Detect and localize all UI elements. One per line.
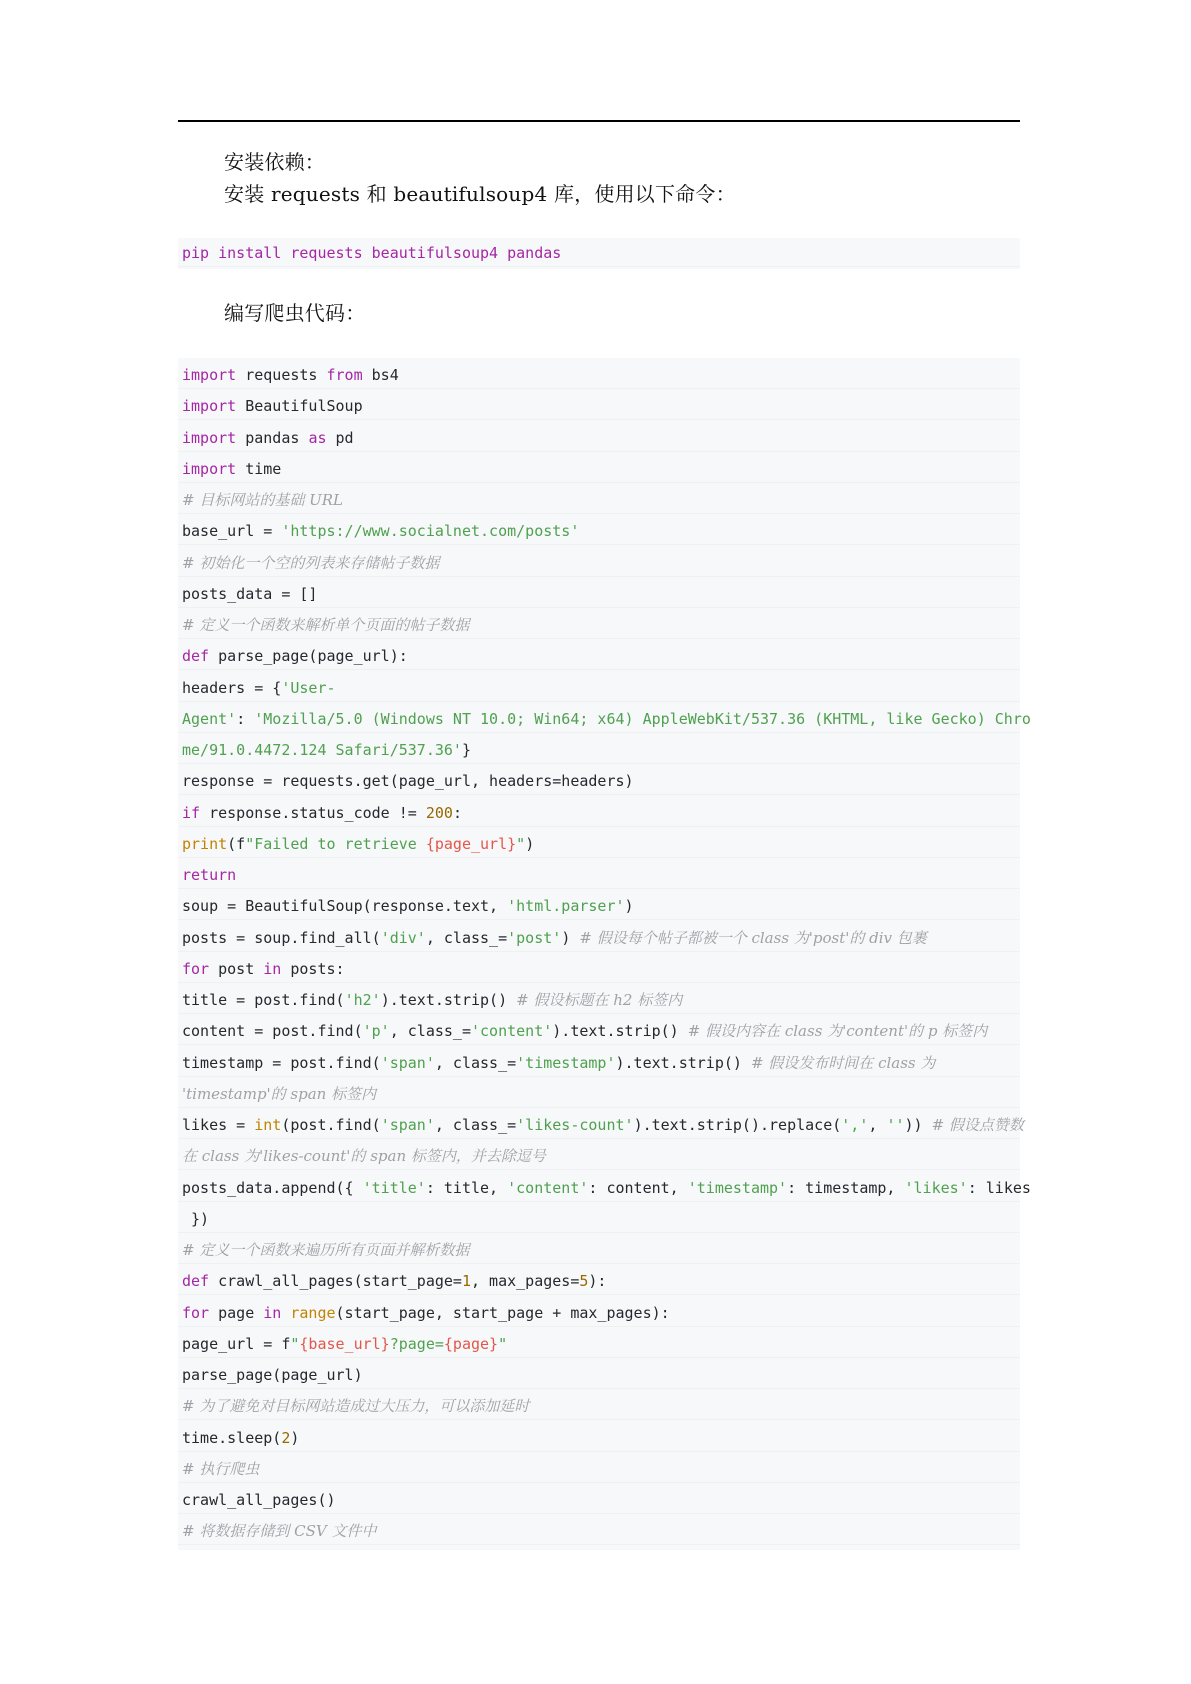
code-line [182,1456,259,1482]
code-token: for [182,1303,210,1322]
code-line [182,1268,606,1294]
code-line [182,1206,209,1232]
code-token: me/91.0.4472.124 Safari/537.36' [182,741,462,759]
code-token: title = post.find( [182,991,345,1009]
code-line [182,706,1031,732]
code-token: 'h2' [344,991,381,1009]
code-token: ) [561,928,580,947]
code-token: print [182,834,228,853]
code-line [182,893,634,919]
code-line [182,675,336,701]
code-token: 'content' [471,1022,553,1041]
code-token: as [308,428,327,447]
code-token: ?page= [389,1334,444,1353]
code-line-band [178,1423,1020,1452]
code-token: 'User- [281,678,336,697]
code-line [182,550,439,576]
code-token: 'https://www.socialnet.com/posts' [281,522,580,541]
code-token: 1 [461,1272,471,1291]
code-token: import [182,428,237,447]
code-line [182,1081,376,1107]
code-line [182,831,534,857]
code-token: pip install requests beautifulsoup4 pandas [182,244,562,262]
code-line [182,240,561,266]
code-line [182,1143,546,1169]
code-token: # 定义一个函数来遍历所有页面并解析数据 [182,1241,470,1259]
code-line-band [178,1454,1020,1483]
code-token: (start_page, start_page + max_pages): [335,1303,670,1322]
code-token: : [236,709,255,728]
code-line [182,1018,987,1044]
code-token: posts_data.append({ [182,1178,363,1197]
code-token: parse_page(page_url) [182,1366,363,1384]
code-line [182,518,579,544]
code-token: in [263,959,282,978]
code-token: # 初始化一个空的列表来存储帖子数据 [182,553,440,572]
code-line [182,987,682,1013]
code-token: def [182,647,210,666]
code-token: in [263,1303,282,1322]
pip-command-block [178,238,1020,269]
code-line-band [178,860,1020,889]
code-token: requests [236,366,327,384]
python-code-block [178,358,1031,1550]
code-token: , class_= [389,1022,471,1041]
code-line [182,1487,336,1513]
code-token: 'likes' [904,1178,968,1197]
code-token: # 假设标题在 h2 标签内 [516,991,683,1009]
code-token: {page} [443,1334,499,1353]
code-line [182,800,462,826]
code-token: time [236,459,282,478]
code-token: parse_page(page_url): [209,647,408,666]
code-line-band [178,454,1020,483]
code-token: 2 [281,1428,291,1447]
code-line [182,362,399,388]
code-token: posts: [281,959,345,978]
code-token: 在 class 为'likes-count'的 span 标签内，并去除逗号 [182,1147,546,1166]
code-token: ) [624,897,634,916]
code-token: , class_= [425,928,508,947]
code-token: timestamp = post.find( [182,1053,381,1072]
code-token: ).text.strip() [552,1022,688,1041]
code-line [182,393,363,419]
code-token: # 假设发布时间在 class 为 [750,1053,936,1072]
code-token: 'p' [362,1022,390,1041]
code-line [182,768,634,794]
code-token: : timestamp, [787,1178,905,1197]
code-line [182,1050,935,1076]
code-token: : [452,803,462,822]
code-token: 'timestamp' [516,1053,616,1072]
code-line [182,1175,1031,1201]
code-line [182,1425,299,1451]
code-line [182,956,345,982]
code-token: BeautifulSoup [236,397,363,416]
code-line [182,425,354,451]
code-line [182,1237,469,1263]
code-token: range [290,1303,336,1322]
code-token: from [326,366,363,384]
code-token: soup = BeautifulSoup(response.text, [182,897,508,916]
code-token: 'timestamp'的 span 标签内 [182,1084,377,1103]
code-token: time.sleep( [182,1428,282,1447]
code-token: : title, [425,1178,508,1197]
code-token: ): [588,1272,607,1291]
code-token: page_url = f [182,1334,291,1353]
code-token: if [182,803,201,822]
code-token: 'div' [380,928,426,947]
code-token: 'span' [380,1053,435,1072]
code-token: posts = soup.find_all( [182,928,381,947]
code-token: ) [525,834,535,853]
code-line [182,643,408,669]
code-token: def [182,1272,210,1291]
code-token: # 目标网站的基础 URL [182,491,344,509]
code-line [182,487,343,513]
code-token: } [461,741,471,759]
code-token: , max_pages= [471,1272,580,1291]
code-token: ',' [841,1116,869,1134]
code-token: 'timestamp' [687,1178,788,1197]
code-token: likes = [182,1116,255,1134]
code-token: " [516,834,526,853]
code-token: crawl_all_pages() [182,1491,336,1509]
code-token: {page_url} [425,834,517,853]
code-token: import [182,459,237,478]
code-token: 'likes-count' [516,1116,634,1134]
code-token: " [498,1334,508,1353]
install-heading: 安装依赖： [224,150,325,174]
code-token: ).text.strip().replace( [633,1116,842,1134]
code-token: 200 [425,803,453,822]
write-code-heading: 编写爬虫代码： [224,301,366,325]
code-token: '' [886,1116,905,1134]
code-token: # 假设每个帖子都被一个 class 为'post'的 div 包裹 [579,928,927,947]
code-token: headers = { [182,678,282,697]
code-token: Agent' [182,709,237,728]
code-token: " [290,1334,300,1353]
code-line [182,925,927,951]
code-token: 'post' [507,928,562,947]
code-line [182,581,317,607]
code-token: "Failed to retrieve [245,834,426,853]
code-token: # 假设点赞数 [931,1116,1024,1134]
code-token: post [209,959,264,978]
code-token: base_url = [182,522,282,541]
code-token: ) [290,1428,300,1447]
code-token: (post.find( [281,1116,381,1134]
code-token: : likes [967,1178,1031,1197]
code-line [182,1393,529,1419]
code-token: posts_data = [] [182,584,318,603]
code-token: import [182,366,237,384]
code-token: pandas [236,428,309,447]
code-token: , class_= [434,1116,517,1134]
code-token: 'Mozilla/5.0 (Windows NT 10.0; Win64; x64) AppleWebKit/537.36 (KHTML, like Gecko) Chro [254,709,1031,728]
code-line [182,862,236,888]
code-token: 'content' [507,1178,589,1197]
code-token: pd [326,428,354,447]
code-token: 5 [579,1272,589,1291]
code-token: {base_url} [299,1334,390,1353]
code-token: page [209,1303,264,1322]
code-line [182,1300,670,1326]
code-token: (f [227,834,246,853]
code-line [182,612,469,638]
code-token: response.status_code != [200,803,426,822]
code-token: # 假设内容在 class 为'content'的 p 标签内 [687,1022,988,1041]
code-line-band [178,1204,1020,1233]
code-line [182,1518,376,1544]
code-token: , [868,1116,887,1134]
code-line [182,1331,507,1357]
code-token: crawl_all_pages(start_page= [209,1272,462,1291]
code-token: , class_= [434,1053,517,1072]
code-token: }) [182,1209,210,1228]
code-line [182,737,471,763]
code-token: # 为了避免对目标网站造成过大压力，可以添加延时 [182,1397,530,1416]
code-token: # 执行爬虫 [182,1459,260,1478]
code-token: bs4 [362,366,399,384]
code-token: # 定义一个函数来解析单个页面的帖子数据 [182,616,470,634]
code-token: content = post.find( [182,1022,363,1041]
code-token: 'html.parser' [507,897,625,916]
install-description: 安装 requests 和 beautifulsoup4 库，使用以下命令： [224,182,736,206]
code-token: 'title' [362,1178,426,1197]
code-token: for [182,959,210,978]
header-divider [178,120,1020,122]
code-token: : content, [588,1178,688,1197]
code-token: ).text.strip() [380,991,517,1009]
code-token: ).text.strip() [615,1053,751,1072]
code-line [182,1112,1024,1138]
code-token: )) [904,1116,932,1134]
code-token: int [254,1116,282,1134]
code-token: # 将数据存储到 CSV 文件中 [182,1522,377,1541]
code-token: 'span' [380,1116,435,1134]
code-token: import [182,397,237,416]
code-token: response = requests.get(page_url, headers=headers) [182,772,634,791]
code-token: return [182,866,237,884]
code-line [182,456,281,482]
code-line [182,1362,363,1388]
